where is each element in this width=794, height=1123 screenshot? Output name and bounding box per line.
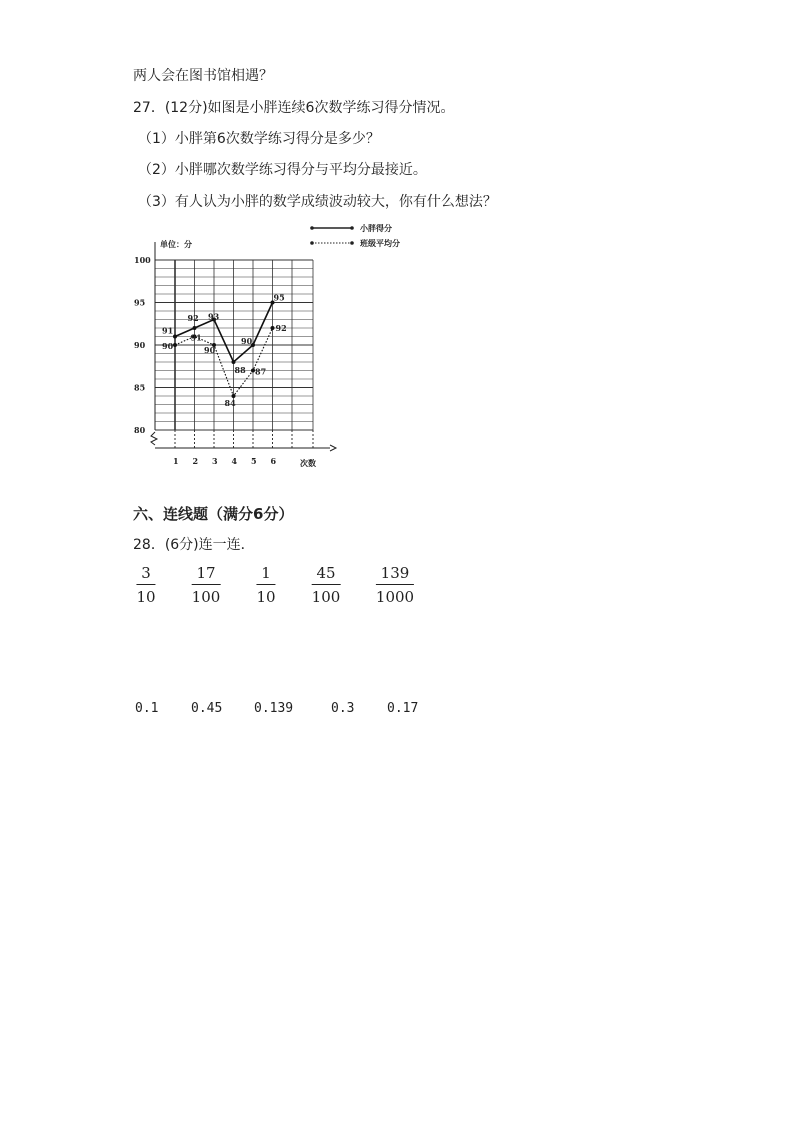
data-label: 90: [204, 345, 216, 355]
fraction-denominator: 10: [136, 588, 156, 606]
fraction-denominator: 1000: [375, 588, 415, 606]
fraction-4[interactable]: [312, 564, 341, 606]
x-tick-label: 3: [212, 456, 218, 466]
fraction-2[interactable]: [192, 564, 221, 606]
x-axis-label: 次数: [300, 459, 316, 467]
fraction-numerator: 45: [312, 564, 341, 585]
fraction-numerator: 1: [256, 564, 275, 585]
decimal-1[interactable]: 0.1: [135, 701, 159, 716]
x-tick-label: 1: [173, 456, 179, 466]
previous-question-tail: 两人会在图书馆相遇？: [133, 68, 273, 84]
data-label: 92: [187, 313, 199, 323]
legend-marker: [310, 226, 314, 230]
y-tick-label: 80: [134, 425, 146, 435]
x-tick-label: 5: [251, 456, 257, 466]
question-27: 27．(12分)如图是小胖连续6次数学练习得分情况。: [133, 100, 455, 116]
data-label: 90: [241, 336, 253, 346]
data-label: 91: [190, 332, 202, 343]
data-point: [173, 335, 177, 339]
axis-break: [151, 432, 157, 445]
data-point: [232, 360, 236, 364]
data-label: 95: [273, 292, 285, 303]
legend-label: 小胖得分: [360, 224, 392, 233]
data-label: 93: [208, 311, 220, 322]
fraction-1[interactable]: [136, 564, 155, 606]
data-label: 87: [255, 366, 267, 377]
decimal-3[interactable]: 0.139: [254, 701, 294, 716]
decimal-4[interactable]: 0.3: [331, 701, 355, 716]
question-27-part-3: （3）有人认为小胖的数学成绩波动较大，你有什么想法？: [138, 194, 497, 210]
question-27-part-2: （2）小胖哪次数学练习得分与平均分最接近。: [138, 162, 427, 178]
fraction-numerator: 139: [376, 564, 414, 585]
x-tick-label: 2: [192, 456, 199, 466]
decimal-5[interactable]: 0.17: [387, 701, 419, 716]
decimal-2[interactable]: 0.45: [191, 701, 223, 716]
y-tick-label: 100: [134, 255, 151, 265]
fraction-denominator: 100: [191, 588, 221, 606]
fraction-denominator: 10: [256, 588, 276, 606]
data-point: [173, 343, 177, 347]
y-tick-label: 85: [134, 382, 146, 393]
x-axis-arrow: [330, 445, 336, 451]
fraction-numerator: 3: [136, 564, 155, 585]
data-label: 84: [224, 398, 236, 408]
y-tick-label: 90: [134, 340, 146, 350]
section-6-heading: 六、连线题（满分6分）: [133, 505, 294, 523]
x-tick-label: 4: [231, 456, 238, 466]
question-27-part-1: （1）小胖第6次数学练习得分是多少？: [138, 131, 380, 147]
legend-marker: [310, 241, 314, 245]
fraction-3[interactable]: [256, 564, 275, 606]
x-tick-label: 6: [270, 456, 277, 466]
legend-label: 班级平均分: [360, 239, 400, 248]
data-label: 90: [162, 341, 174, 351]
unit-label: 单位：分: [160, 240, 192, 249]
y-tick-label: 95: [134, 297, 146, 308]
fraction-denominator: 100: [311, 588, 341, 606]
question-28: 28．(6分)连一连．: [133, 537, 255, 553]
legend-marker: [350, 241, 354, 245]
legend-marker: [350, 226, 354, 230]
data-label: 88: [234, 365, 246, 375]
fraction-numerator: 17: [192, 564, 221, 585]
data-label: 92: [275, 323, 287, 333]
score-line-chart: [130, 222, 420, 467]
data-label: 91: [162, 325, 174, 336]
data-point: [193, 326, 197, 330]
fraction-5[interactable]: [376, 564, 414, 606]
data-point: [271, 326, 275, 330]
